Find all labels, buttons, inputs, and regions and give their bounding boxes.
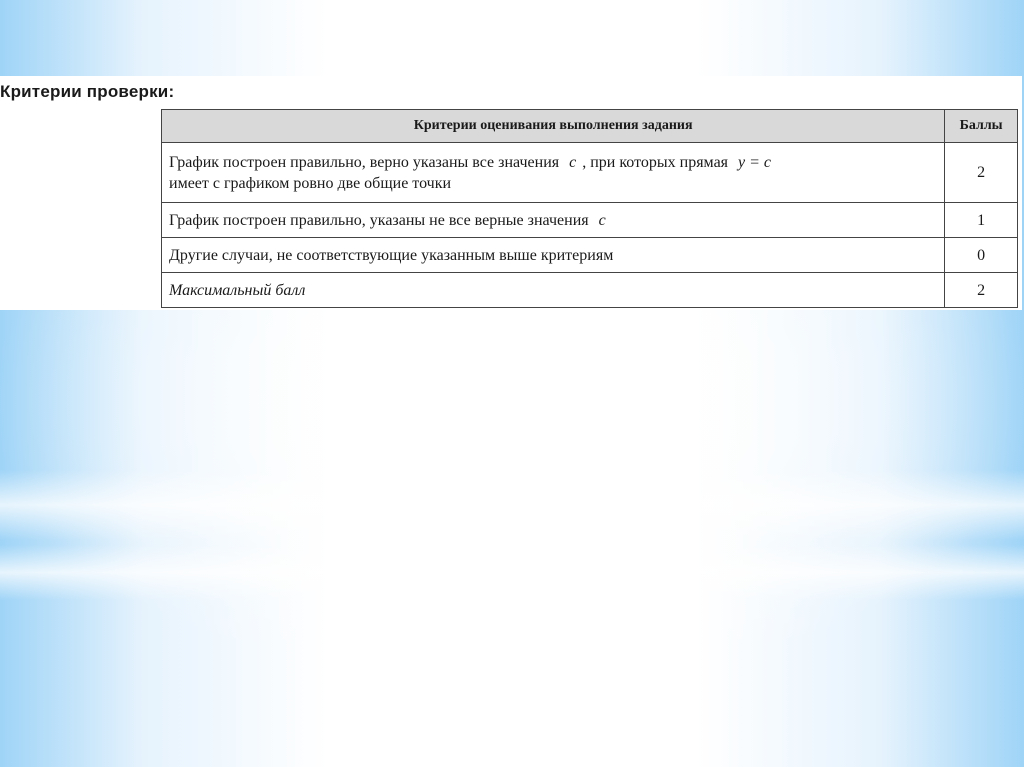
criterion-text: График построен правильно, указаны не все верные значения	[169, 211, 589, 229]
table-row	[162, 238, 1018, 273]
points-cell: 2	[945, 273, 1018, 308]
table-header-row	[162, 110, 1018, 143]
points-cell: 1	[945, 203, 1018, 238]
criterion-cell: Другие случаи, не соответствующие указанным выше критериям	[162, 238, 945, 273]
criterion-text: График построен правильно, верно указаны все значения	[169, 153, 560, 171]
points-cell: 0	[945, 238, 1018, 273]
variable-c: c	[598, 211, 606, 229]
criterion-text: , при которых прямая	[582, 153, 729, 171]
points-cell: 2	[945, 143, 1018, 203]
criteria-table	[161, 109, 1018, 308]
criterion-cell	[162, 203, 945, 238]
criterion-cell: Максимальный балл	[162, 273, 945, 308]
criterion-cell	[162, 143, 945, 203]
table-row	[162, 273, 1018, 308]
light-streak-bottom	[0, 545, 1024, 600]
header-criteria: Критерии оценивания выполнения задания	[162, 110, 945, 143]
criterion-text: имеет с графиком ровно две общие точки	[169, 174, 452, 192]
header-points: Баллы	[945, 110, 1018, 143]
light-streak-top	[0, 470, 1024, 540]
table-row	[162, 143, 1018, 203]
variable-c: c	[569, 153, 577, 171]
table-row	[162, 203, 1018, 238]
criteria-panel	[0, 76, 1022, 310]
page-heading: Критерии проверки:	[0, 82, 175, 101]
equation-y-c: y = c	[738, 153, 772, 171]
